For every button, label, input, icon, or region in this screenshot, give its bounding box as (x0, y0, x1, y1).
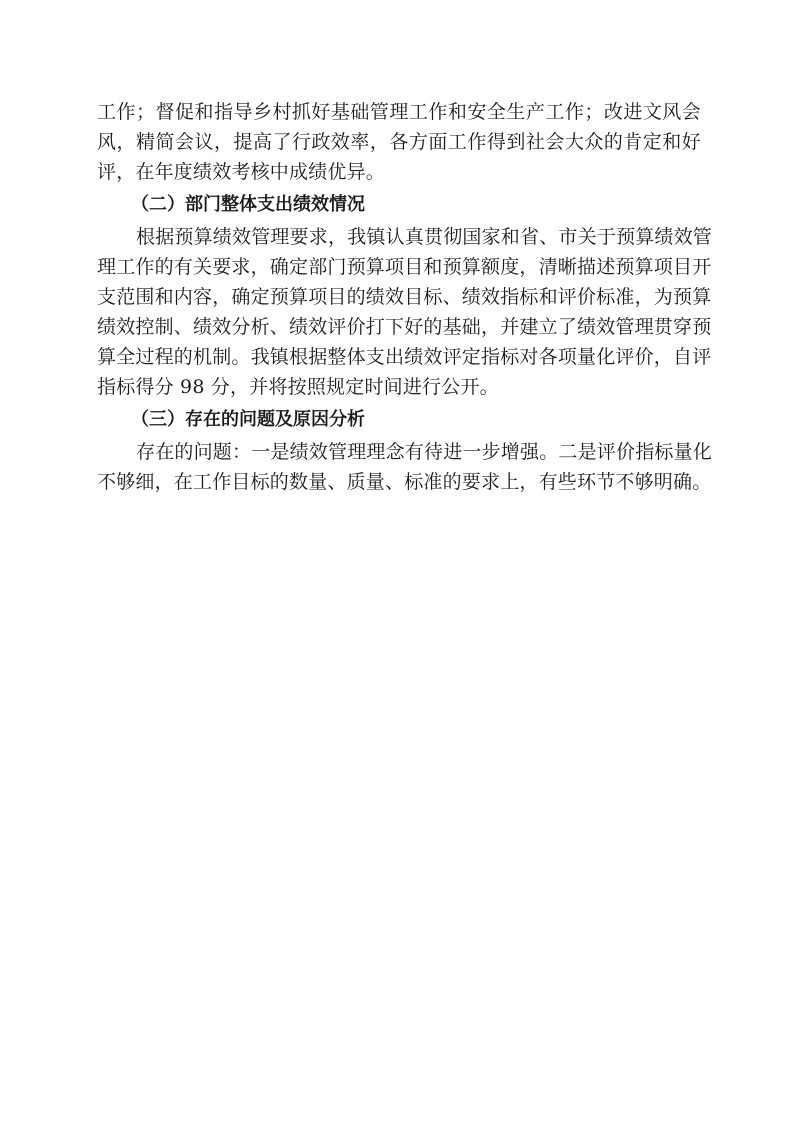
paragraph-line: 风，精简会议，提高了行政效率，各方面工作得到社会大众的肯定和好 (97, 131, 701, 153)
paragraph-work-summary (97, 97, 701, 187)
section-heading-problems: （三）存在的问题及原因分析 (131, 409, 365, 430)
paragraph-line: 不够细，在工作目标的数量、质量、标准的要求上，有些环节不够明确。 (97, 471, 712, 493)
paragraph-line: 支范围和内容，确定预算项目的绩效目标、绩效指标和评价标准，为预算 (97, 286, 712, 308)
section-heading-overall-expenditure: （二）部门整体支出绩效情况 (131, 194, 365, 215)
paragraph-line: 理工作的有关要求，确定部门预算项目和预算额度，清晰描述预算项目开 (97, 256, 712, 278)
paragraph-line: 根据预算绩效管理要求，我镇认真贯彻国家和省、市关于预算绩效管 (136, 226, 713, 248)
paragraph-line: 存在的问题：一是绩效管理理念有待进一步增强。二是评价指标量化 (136, 441, 713, 463)
paragraph-line: 指标得分 98 分，并将按照规定时间进行公开。 (97, 376, 499, 398)
paragraph-line: 工作；督促和指导乡村抓好基础管理工作和安全生产工作；改进文风会 (97, 101, 701, 123)
paragraph-problems (97, 437, 713, 497)
paragraph-budget-performance (97, 222, 713, 402)
document-body (97, 97, 713, 497)
paragraph-line: 算全过程的机制。我镇根据整体支出绩效评定指标对各项量化评价，自评 (97, 346, 712, 368)
paragraph-line: 绩效控制、绩效分析、绩效评价打下好的基础，并建立了绩效管理贯穿预 (97, 316, 712, 338)
paragraph-line: 评，在年度绩效考核中成绩优异。 (97, 161, 386, 183)
